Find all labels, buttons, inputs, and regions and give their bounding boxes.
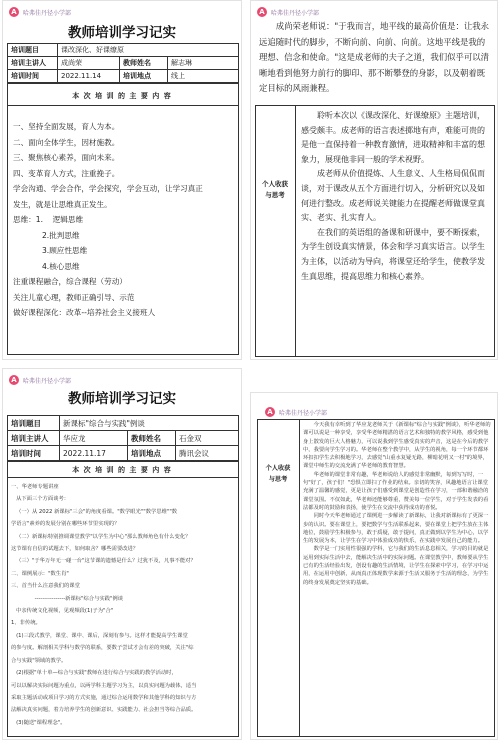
- label-time: 培训时间: [8, 70, 58, 83]
- label-time: 培训时间: [8, 446, 60, 461]
- value-teacher: 石金双: [176, 431, 239, 446]
- list-item: 关注儿童心理，教师正确引导、示范: [13, 292, 135, 302]
- school-logo-icon: A: [9, 375, 19, 385]
- table-row: [8, 446, 239, 461]
- label-column-divider: [295, 105, 296, 357]
- side-label: 个人收获 与思考: [262, 180, 288, 199]
- school-name: 哈弗佳丹径小学部: [23, 9, 72, 17]
- label-column-divider: [299, 419, 300, 737]
- list-item: (3)随送"课程理念"。: [11, 719, 66, 726]
- list-item: 采取主题活动或项目学习的方式实施，通过综合运用数学和其他学科的知识与方: [11, 694, 197, 701]
- page-header: [9, 373, 71, 387]
- paragraph: 在我们的英语组的备课和研课中，要不断探索，为学生创设真实情景，体会和学习真实语言。以学生为主体，以活动为导向，将课堂还给学生，使教学发生真思维，提高思维力和核心素养。: [301, 227, 485, 281]
- list-item: 一、华老师专题讲座: [11, 484, 59, 490]
- list-item: 从下面三个方面谈考：: [11, 496, 70, 503]
- label-topic: 培训题目: [8, 44, 58, 57]
- list-item: （一）从 2022 新课标"三会"的角度看课。"数学眼光""数学思维""数: [11, 508, 178, 515]
- content-lines: [11, 481, 237, 729]
- section-divider: [7, 105, 239, 106]
- list-item: 这节课有自信的试题去下，如何取舍？哪些需要改进？: [11, 546, 139, 553]
- page-header: [9, 5, 71, 19]
- paragraph: 数学是一门实用性很强的学科，它与我们的生活息息相关，学习的目的就是运用到实际生活中去，能解决生活中的实际问题。在课堂教学中，教师要从学生已有的生活经验出发，创设有趣的生活情境，让学生在探索中学习，在学习中运用，在运用中创新，从而真正体现数学来源于生活又服务于生活的理念，为学生的终身发展奠定坚实的基础。: [303, 546, 489, 586]
- page-1-record-sheet: [2, 0, 242, 360]
- page-2-reflection: [250, 0, 498, 360]
- label-lecturer: 培训主讲人: [8, 431, 60, 446]
- school-logo-icon: A: [265, 407, 275, 417]
- info-table: [7, 415, 239, 461]
- value-lecturer: 成尚荣: [58, 57, 120, 70]
- table-row: [8, 57, 239, 70]
- reflection-text: [303, 421, 491, 587]
- label-place: 培训地点: [120, 70, 168, 83]
- value-time: 2022.11.17: [60, 446, 128, 461]
- paragraph: 聆听本次以《课改深化、好课缭原》主题培训，感受颇丰。成老师的语言表述掷地有声，难能可贵的是他一直保持着一种教育激情，进取精神和丰富的想象力，展现他非同一般的学术视野。: [301, 111, 485, 164]
- table-row: [8, 431, 239, 446]
- list-item: 的参与度。解剖相关学科与数学的联系，要数子尝试才会有差的突破，关注"综: [11, 645, 194, 652]
- list-item: （二）新课标特别推调课堂教学"以学生为中心"那么教师角色有什么变化？: [11, 533, 191, 540]
- paragraph: 今天我有幸听到了华应龙老师关于《新课标"综合与实践"例谈》，听华老师的课可以说是一种享受，享受华老师精湛的语言艺术和独特的教学风格，感受到他身上散发的巨大人格魅力，可以说我到学生感受真实的声音，这是在今后的教学中，我要向学生学习的。华老师在整个教学中，从学生的视角，每一个环节都环环扣扣学生去积极地学习，去感觉"山重水复疑无路，柳暗花明又一村"的境界，课堂中师生的交流充满了华老师的教育智慧。: [303, 422, 491, 470]
- list-item: 可以以解决实际问题为重点，以两学科主题学习为主，以真实问题为载体，适当: [11, 682, 197, 689]
- list-item: ----------------新课标"综合与实践"例谈: [11, 595, 124, 602]
- content-lines: [13, 119, 237, 321]
- page-title: 教师培训学习记实: [68, 25, 176, 41]
- value-place: 线上: [168, 70, 239, 83]
- value-time: 2022.11.14: [58, 70, 120, 83]
- list-item: 学语言"素养的发展分别在哪些环节里实现的？: [11, 521, 120, 528]
- reflection-text: [301, 109, 491, 284]
- list-item: 法解决真实问题，着力培养学生的创新意识、实践能力、社会担当等综合品质。: [11, 707, 197, 714]
- value-place: 腾讯会议: [176, 446, 239, 461]
- list-item: 发生，就是让思维真正发生。: [13, 199, 112, 209]
- list-item: (1)三段式教学，课堂、课中、课后，深刻有参与。这样才能提高学生课堂: [11, 632, 188, 639]
- label-topic: 培训题目: [8, 416, 60, 431]
- page-header: [265, 405, 327, 419]
- label-lecturer: 培训主讲人: [8, 57, 58, 70]
- school-name: 哈弗佳丹径小学部: [271, 9, 320, 17]
- school-name: 哈弗佳丹径小学部: [23, 377, 72, 385]
- list-item: 4.核心思维: [13, 261, 80, 271]
- section-divider: [7, 477, 239, 478]
- list-item: 四、变革育人方式，注重挽子。: [13, 168, 120, 178]
- list-item: 中亲传统文化视频，见观频段(1)子为"合": [11, 608, 114, 615]
- label-teacher: 教师姓名: [120, 57, 168, 70]
- side-label: 个人收获 与思考: [265, 465, 291, 483]
- value-topic: 新课标"综合与实践"例谈: [60, 416, 239, 431]
- table-row: [8, 70, 239, 83]
- list-item: 3.顾应性思维: [13, 246, 88, 255]
- page-title: 教师培训学习记实: [68, 391, 176, 407]
- list-item: (2)根据"单十单—综合与实践"教师在进行综合与实践的教学活动时，: [11, 670, 177, 677]
- page-4-reflection: [250, 392, 498, 740]
- label-place: 培训地点: [128, 446, 176, 461]
- label-teacher: 教师姓名: [128, 431, 176, 446]
- value-topic: 课改深化、好课缭原: [58, 44, 239, 57]
- info-table: [7, 43, 239, 83]
- list-item: 三、聚焦核心素养，面向未来。: [13, 153, 120, 162]
- list-item: 二、面向全体学生，因材施教。: [13, 137, 120, 147]
- list-item: 三、首当什么注意我们的课堂: [11, 583, 80, 590]
- school-logo-icon: A: [9, 7, 19, 17]
- list-item: 1、非传统。: [11, 620, 41, 627]
- school-logo-icon: A: [257, 7, 267, 17]
- paragraph: 同时今天华老师通过了课例进一步解读了新课标，让我对新课标有了更深一步的认识。要在课堂上，要把数学与生活联系起来，要在课堂上把学生放在主体地位，鼓励学生积极参与，敢于质疑，敢于提问，真正做到以学生为中心，以学生的发展为本，让学生在学习中体验成功的快乐，在实践中发展自己的能力。: [303, 513, 489, 545]
- list-item: 2.批判思维: [13, 230, 80, 240]
- quote-paragraph: 成尚荣老师说："于我而言，地平线的最高价值是：让我永远追随时代的脚步，不断向前、向前、向前。这地平线是我的理想、信念和使命。"这是成老师的夫子之道，我们似乎可以清晰地看到他努力前行的脚印、那不断攀登的身影，以及朝着既定目标的风雨兼程。: [259, 21, 490, 93]
- list-item: 学会沟通、学会合作，学会探究，学会互动，让学习真正: [13, 184, 203, 193]
- section-heading: 本 次 培 训 的 主 要 内 容: [72, 92, 172, 100]
- page-3-record-sheet: [2, 368, 242, 740]
- list-item: 做好课程深化：改革--培养社会主义接班人: [13, 308, 156, 317]
- paragraph: 华老师的课堂非常有趣，华老师说给人的感觉非常幽默，每到写写时，一句"好了，孩子们！"恐惧立即扫了作业的结束。亲切的笑容，风趣地语言让课堂充满了温馨的感觉，更是让孩子们感受到课堂是创造性在学习，一部和谐融洽的课堂氛围。不仅如此，华老师还能够尊重，赞美每一位学生，对于学生发表的看法都及时的鼓励和表扬，使学生在交流中获得成功的喜悦。: [303, 471, 489, 511]
- school-name: 哈弗佳丹径小学部: [279, 409, 328, 417]
- table-row: [8, 44, 239, 57]
- value-lecturer: 华应龙: [60, 431, 128, 446]
- paragraph: 成老师从价值提炼、人生意义、人生格局侃侃而谈，对于课改从五个方面进行切入，分析研究以及如何进行整改。成老师说关键能力在提醒老师做课堂真实、老实、扎实育人。: [301, 169, 485, 223]
- page-header: [257, 5, 319, 19]
- table-row: [8, 416, 239, 431]
- list-item: （三）"于华万年无一碰一台"这节课的遗憾是什么？过犹不及，凡事不能对？: [11, 558, 196, 565]
- list-item: 合与实践"领域的教学。: [11, 657, 67, 664]
- section-heading: 本 次 培 训 的 主 要 内 容: [72, 466, 172, 474]
- value-teacher: 解志琳: [168, 57, 239, 70]
- list-item: 一、坚持全面发展，育人为本。: [13, 122, 120, 131]
- list-item: 二、课例展示："数生肖": [11, 570, 69, 577]
- list-item: 思维：1. 逻辑思维: [13, 215, 84, 224]
- list-item: 注重课程融合，综合课程（劳动）: [13, 277, 127, 286]
